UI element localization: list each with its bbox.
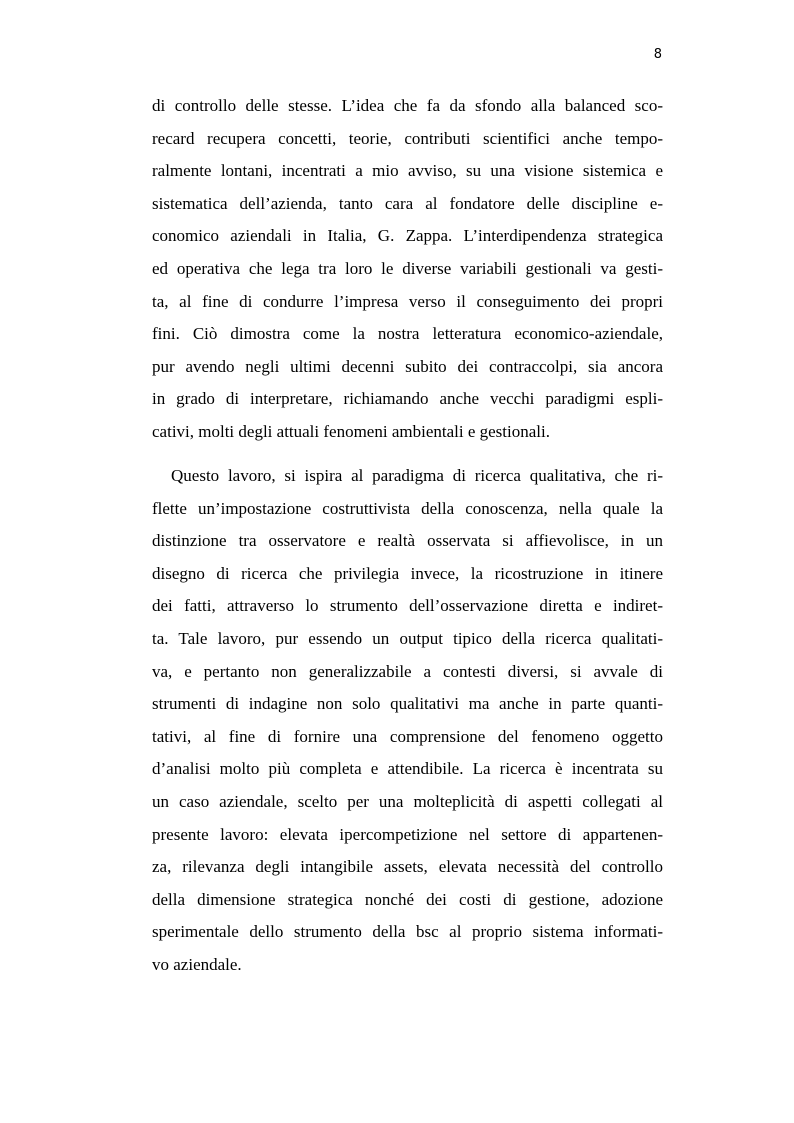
text-line: ta. Tale lavoro, pur essendo un output tipico della ricerca qualitati- <box>152 628 663 648</box>
text-line: va, e pertanto non generalizzabile a contesti diversi, si avvale di <box>152 661 663 681</box>
text-line: presente lavoro: elevata ipercompetizione nel settore di appartenen- <box>152 824 663 844</box>
text-line: conomico aziendali in Italia, G. Zappa. L’interdipendenza strategica <box>152 226 663 246</box>
text-line: ta, al fine di condurre l’impresa verso il conseguimento dei propri <box>152 291 663 311</box>
text-line: di controllo delle stesse. L’idea che fa da sfondo alla balanced sco- <box>152 96 663 115</box>
text-line: cativi, molti degli attuali fenomeni ambientali e gestionali. <box>152 421 550 441</box>
text-line: pur avendo negli ultimi decenni subito dei contraccolpi, sia ancora <box>152 356 663 376</box>
text-line: d’analisi molto più completa e attendibile. La ricerca è incentrata su <box>152 759 663 779</box>
text-line: in grado di interpretare, richiamando anche vecchi paradigmi espli- <box>152 389 663 409</box>
text-line: ralmente lontani, incentrati a mio avviso, su una visione sistemica e <box>152 161 663 181</box>
text-line: recard recupera concetti, teorie, contributi scientifici anche tempo- <box>152 128 663 148</box>
text-line: flette un’impostazione costruttivista della conoscenza, nella quale la <box>152 498 663 518</box>
text-line: della dimensione strategica nonché dei costi di gestione, adozione <box>152 889 663 909</box>
text-line: Questo lavoro, si ispira al paradigma di ricerca qualitativa, che ri- <box>171 466 663 485</box>
text-line: vo aziendale. <box>152 954 242 974</box>
text-line: ed operativa che lega tra loro le diverse variabili gestionali va gesti- <box>152 258 663 278</box>
text-line: fini. Ciò dimostra come la nostra letteratura economico-aziendale, <box>152 324 663 344</box>
text-line: dei fatti, attraverso lo strumento dell’osservazione diretta e indiret- <box>152 596 663 616</box>
text-line: strumenti di indagine non solo qualitativi ma anche in parte quanti- <box>152 694 663 714</box>
page-number: 8 <box>653 47 662 62</box>
paragraph-2 <box>152 460 663 982</box>
paragraph-1 <box>152 90 663 449</box>
text-line: sperimentale dello strumento della bsc al proprio sistema informati- <box>152 922 663 942</box>
text-line: disegno di ricerca che privilegia invece, la ricostruzione in itinere <box>152 563 663 583</box>
text-line: un caso aziendale, scelto per una molteplicità di aspetti collegati al <box>152 791 663 811</box>
text-line: distinzione tra osservatore e realtà osservata si affievolisce, in un <box>152 531 663 551</box>
text-line: sistematica dell’azienda, tanto cara al fondatore delle discipline e- <box>152 193 663 213</box>
text-line: za, rilevanza degli intangibile assets, elevata necessità del controllo <box>152 857 663 877</box>
text-line: tativi, al fine di fornire una comprensione del fenomeno oggetto <box>152 726 663 746</box>
